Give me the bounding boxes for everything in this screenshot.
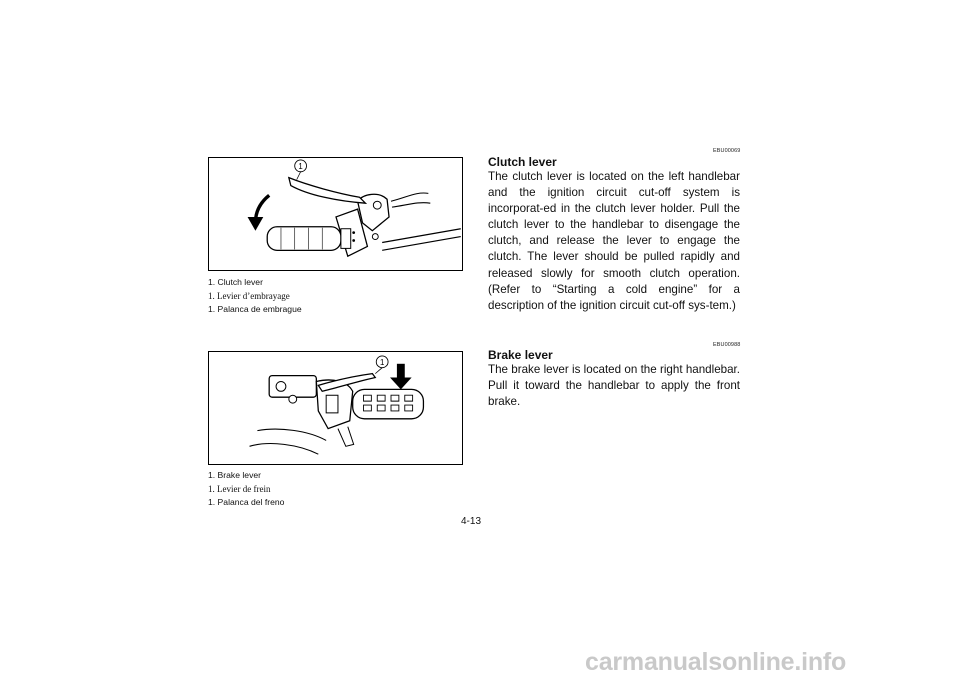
pull-direction-arrow <box>390 364 412 390</box>
clutch-lever-drawing <box>209 158 462 270</box>
section-code: EBU00988 <box>713 342 741 348</box>
watermark: carmanualsonline.info <box>585 648 847 676</box>
page-number: 4-13 <box>461 516 482 527</box>
grip <box>353 389 424 418</box>
master-cylinder <box>269 376 316 404</box>
section-heading-brake-lever: Brake lever <box>488 348 553 362</box>
callout-number: 1 <box>379 357 385 367</box>
clutch-lever-blade <box>289 178 366 204</box>
caption-spanish: 1. Palanca del freno <box>208 497 285 507</box>
caption-spanish: 1. Palanca de embrague <box>208 304 302 314</box>
clutch-lever-illustration <box>208 157 463 271</box>
caption-english: 1. Clutch lever <box>208 277 263 287</box>
callout-number: 1 <box>298 161 303 171</box>
grip <box>267 227 341 251</box>
brake-lever-caption <box>208 469 284 510</box>
section-body-brake-lever: The brake lever is located on the right handlebar. Pull it toward the handlebar to apply the front brake. <box>488 363 740 409</box>
caption-english: 1. Brake lever <box>208 470 262 480</box>
brake-lever-drawing <box>209 352 462 464</box>
callout-1 <box>295 160 307 180</box>
caption-french: 1. Levier de frein <box>208 483 271 494</box>
callout-1 <box>375 356 388 374</box>
pull-direction-arrow <box>248 195 270 230</box>
clutch-lever-caption <box>208 276 302 317</box>
caption-french: 1. Levier d’embrayage <box>208 290 290 301</box>
brake-lever-illustration <box>208 351 463 465</box>
section-code: EBU00069 <box>713 148 741 154</box>
section-body-clutch-lever: The clutch lever is located on the left handlebar and the ignition circuit cut-off system is incorporat-ed in the clutch lever holder. Pull the clutch lever to the handlebar to disengage the clutch, and release the lever to engage the clutch. The lever should be pulled rapidly and released slowly for smooth clutch operation. (Refer to “Starting a cold engine” for a description of the ignition circuit cut-off sys-tem.) <box>488 170 740 312</box>
section-heading-clutch-lever: Clutch lever <box>488 155 557 169</box>
